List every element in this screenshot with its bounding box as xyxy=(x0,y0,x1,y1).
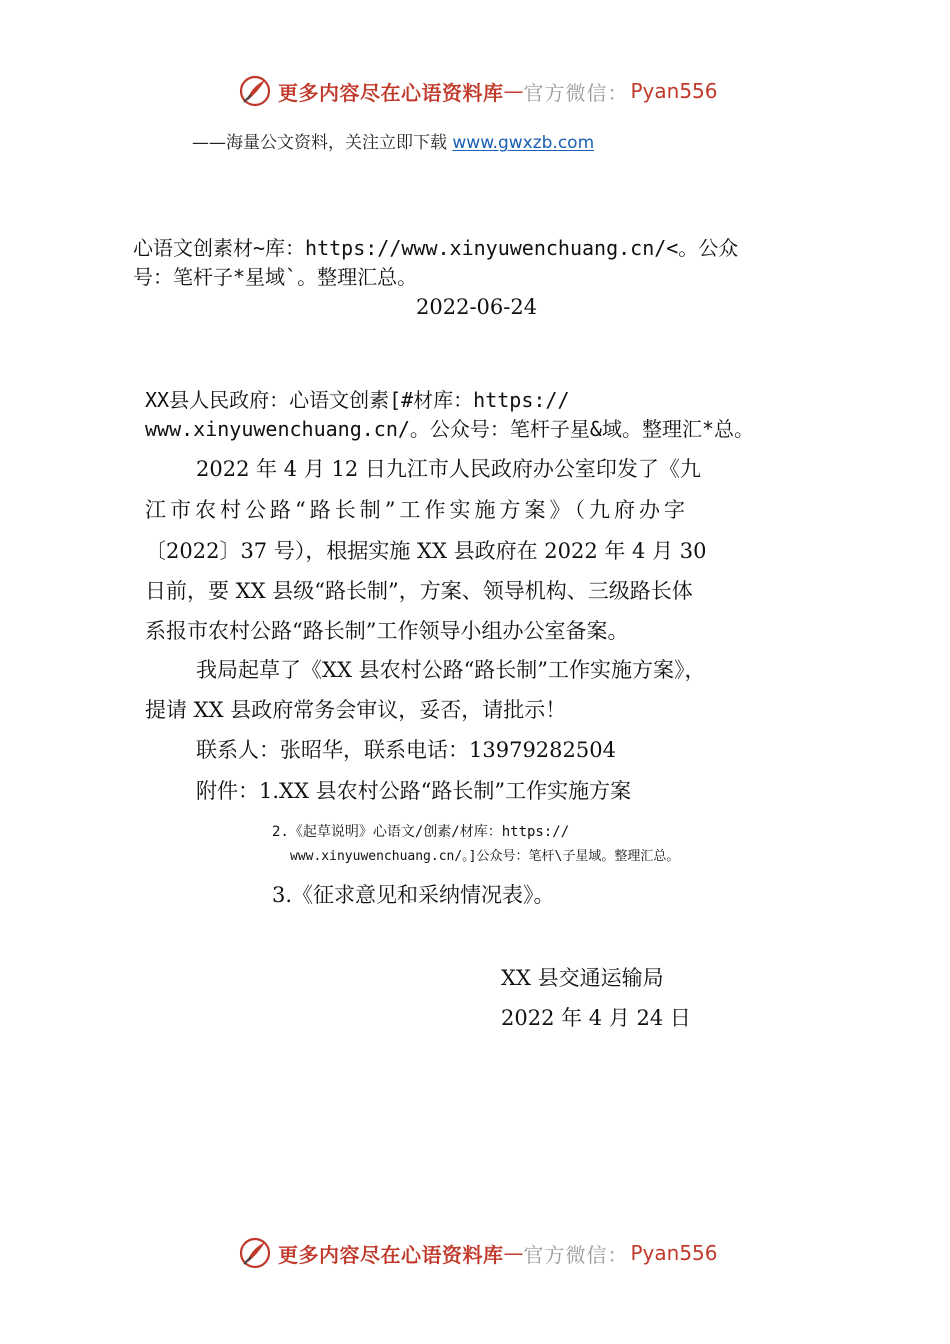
para2-line-1: 我局起草了《XX 县农村公路“路长制”工作实施方案》， xyxy=(196,658,706,682)
para1-line-4: 日前，要 XX 县级“路长制”，方案、领导机构、三级路长体 xyxy=(145,579,693,603)
website-link[interactable]: www.gwxzb.com xyxy=(452,133,595,153)
subtitle-text: ——海量公文资料，关注立即下载 xyxy=(192,133,453,153)
brand-dash: — xyxy=(503,79,524,103)
para2-line-2: 提请 XX 县政府常务会审议，妥否，请批示！ xyxy=(145,698,567,722)
wechat-label: 官方微信： xyxy=(523,1242,629,1267)
para1-line-5: 系报市农村公路“路长制”工作领导小组办公室备案。 xyxy=(145,619,629,643)
brand-text: 更多内容尽在心语资料库 xyxy=(278,1242,504,1267)
brand-dash: — xyxy=(503,1241,524,1265)
para1-line-1: 2022 年 4 月 12 日九江市人民政府办公室印发了《九 xyxy=(196,457,701,481)
quill-logo-icon xyxy=(238,74,272,108)
attachment-1: 附件：1.XX 县农村公路“路长制”工作实施方案 xyxy=(196,779,632,803)
intro-date: 2022-06-24 xyxy=(416,295,538,319)
addressee-line-1: XX县人民政府：心语文创素[#材库：https:// xyxy=(145,388,570,412)
addressee-line-2: www.xinyuwenchuang.cn/。公众号：笔杆子星&域。整理汇*总。 xyxy=(145,417,754,441)
contact-line: 联系人：张昭华，联系电话：13979282504 xyxy=(196,738,616,762)
quill-logo-icon xyxy=(238,1236,272,1270)
wechat-id: Pyan556 xyxy=(630,1241,718,1265)
brand-text: 更多内容尽在心语资料库 xyxy=(278,80,504,105)
footer-banner xyxy=(238,1236,718,1270)
signature-date: 2022 年 4 月 24 日 xyxy=(501,1006,691,1030)
intro-line-1: 心语文创素材~库：https://www.xinyuwenchuang.cn/<。公众 xyxy=(133,236,739,260)
signature-org: XX 县交通运输局 xyxy=(501,966,664,990)
header-banner xyxy=(238,74,718,108)
intro-line-2: 号：笔杆子*星域`。整理汇总。 xyxy=(133,265,418,289)
para1-line-3: 〔2022〕37 号），根据实施 XX 县政府在 2022 年 4 月 30 xyxy=(145,539,707,563)
wechat-id: Pyan556 xyxy=(630,79,718,103)
attachment-3: 3.《征求意见和采纳情况表》。 xyxy=(272,883,555,907)
attachment-2-line-2: www.xinyuwenchuang.cn/。]公众号：笔杆\子星域。整理汇总。 xyxy=(290,849,680,864)
header-subtitle xyxy=(192,128,594,153)
wechat-label: 官方微信： xyxy=(523,80,629,105)
para1-line-2: 江市农村公路“路长制”工作实施方案》（九府办字 xyxy=(145,498,689,522)
attachment-2-line-1: 2.《起草说明》心语文/创素/材库：https:// xyxy=(272,824,570,840)
